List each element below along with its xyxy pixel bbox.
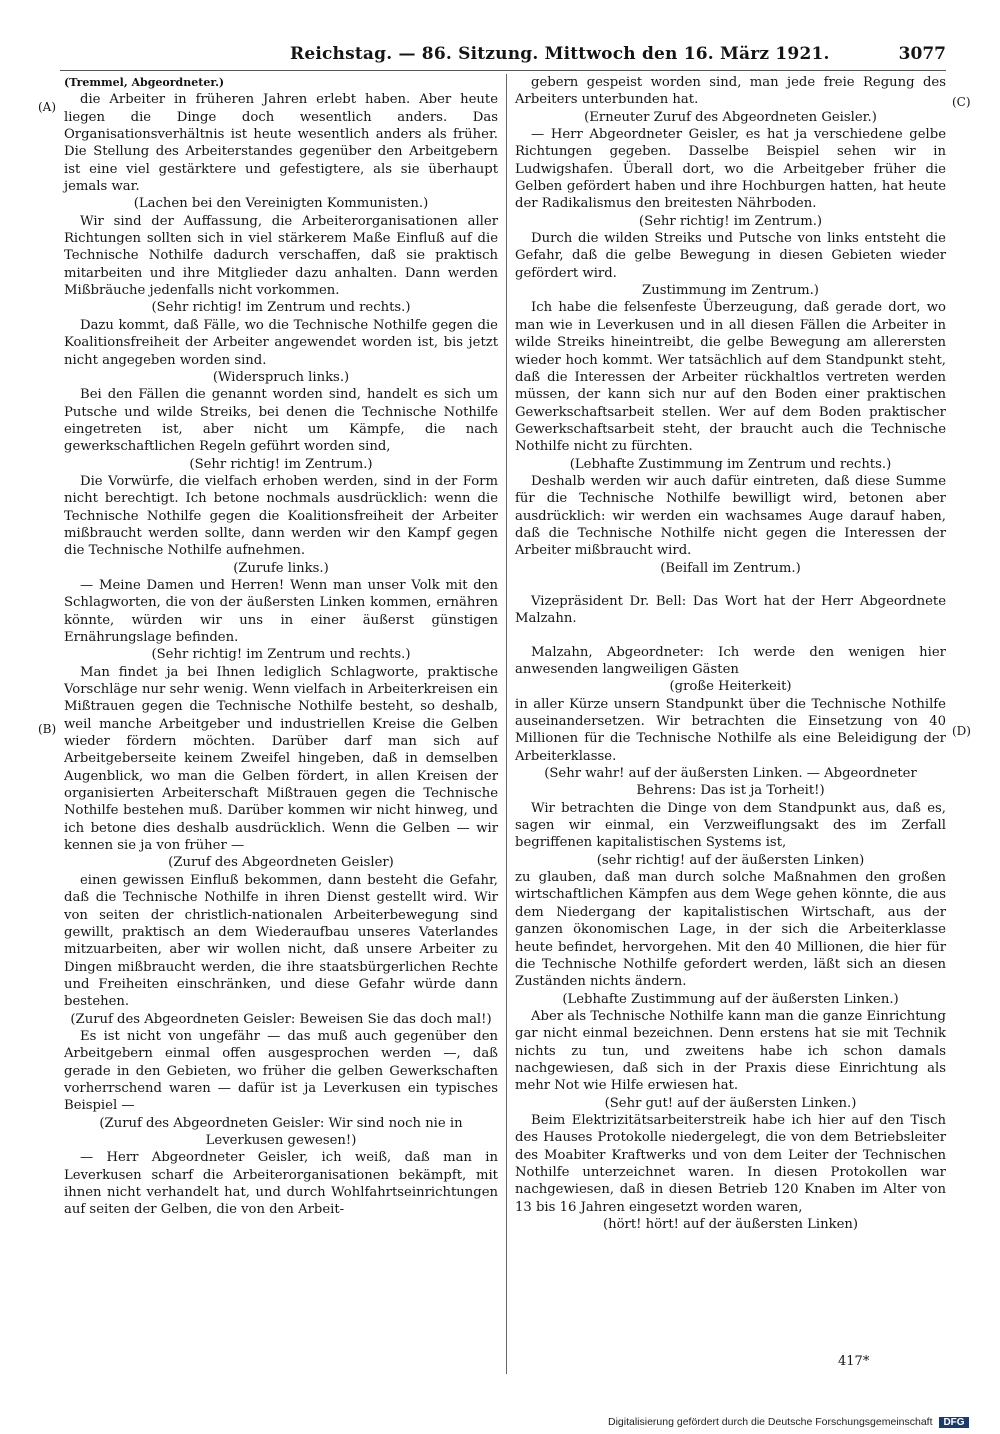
interjection: (Sehr richtig! im Zentrum und rechts.) [151,300,411,316]
paragraph: in aller Kürze unsern Standpunkt über die Technische Nothilfe auseinandersetzen. Wir betrachten die Einsetzung von 40 Millionen für die Technische Nothilfe als eine Beleidigung der Arbeiterklasse. [515,696,946,764]
paragraph: Bei den Fällen die genannt worden sind, handelt es sich um Putsche und wilde Streiks, bei denen die Technische Nothilfe eingetreten ist, aber nicht um Kämpfe, die nach gewerkschaftlichen Regeln geführt worden sind, [64,387,498,455]
speaker-paragraph: Malzahn, Abgeordneter: Ich werde den wenigen hier anwesenden langweiligen Gästen [515,644,946,677]
margin-mark-b: (B) [38,722,57,736]
footer-text: Digitalisierung gefördert durch die Deutsche Forschungsgemeinschaft [608,1416,933,1428]
paragraph: Aber als Technische Nothilfe kann man die ganze Einrichtung gar nicht einmal bezeichnen. Denn erstens hat sie mit Technik nichts zu tun, und zweitens habe ich schon damals nachgewiesen, daß sich in der Praxis diese Einrichtung als mehr Not wie Hilfe erwiesen hat. [515,1008,946,1094]
paragraph: einen gewissen Einfluß bekommen, dann besteht die Gefahr, daß die Technische Nothilfe in ihren Dienst gestellt wird. Wir von seiten der christlich-nationalen Arbeiterbewegung sind gewillt, praktisch an dem Wiederaufbau unseres Vaterlandes mitzuarbeiten, aber wir wollen nicht, daß unsere Arbeiter zu Dingen mißbraucht werden, die ihre staatsbürgerlichen Rechte und Freiheiten einschränken, und diese Gefahr würde dann bestehen. [64,872,498,1010]
interjection: (Lachen bei den Vereinigten Kommunisten.) [133,196,429,212]
paragraph: Ich habe die felsenfeste Überzeugung, daß gerade dort, wo man wie in Leverkusen und in all diesen Fällen die Arbeiter in wilde Streiks hineintreibt, die gelbe Bewegung am allerersten wieder hoch kommt. Wer tatsächlich auf dem Standpunkt steht, daß die Interessen der Arbeiter rückhaltlos vertreten werden müssen, der kann sich nur auf den Boden einer praktischen Gewerkschaftsarbeit stellen. Wer auf dem Boden praktischer Gewerkschaftsarbeit steht, der braucht auch die Technische Nothilfe nicht zu fürchten. [515,300,946,455]
signature-mark: 417* [838,1354,870,1369]
interjection: (Lebhafte Zustimmung auf der äußersten Linken.) [562,991,899,1007]
paragraph: Beim Elektrizitätsarbeiterstreik habe ich hier auf den Tisch des Hauses Protokolle niedergelegt, die von dem Betriebsleiter des Moabiter Kraftwerks und von dem Leiter der Technischen Nothilfe unterzeichnet waren. In diesen Protokollen war nachgewiesen, daß in diesen Betrieb 120 Knaben im Alter von 13 bis 16 Jahren eingesetzt worden waren, [515,1112,946,1215]
speaker-paragraph: Vizepräsident Dr. Bell: Das Wort hat der Herr Abgeordnete Malzahn. [515,593,946,627]
interjection: (Sehr gut! auf der äußersten Linken.) [604,1095,857,1111]
margin-mark-c: (C) [952,95,971,109]
paragraph: gebern gespeist worden sind, man jede freie Regung des Arbeiters unterbunden hat. [515,75,946,108]
interjection: (Zuruf des Abgeordneten Geisler) [168,855,394,871]
speaker-tag: (Tremmel, Abgeordneter.) [64,76,225,89]
paragraph: zu glauben, daß man durch solche Maßnahmen den großen wirtschaftlichen Kämpfen aus dem Wege gehen könnte, die aus dem Niedergang der kapitalistischen Wirtschaft, aus der ganzen ökonomischen Lage, in der sich die Arbeiterklasse heute befindet, hervorgehen. Mit den 40 Millionen, die hier für die Technische Nothilfe gefordert werden, läßt sich an diesen Zuständen nichts ändern. [515,870,946,990]
interjection: Zustimmung im Zentrum.) [642,283,819,299]
interjection: (Sehr richtig! im Zentrum.) [638,213,823,229]
paragraph: Dazu kommt, daß Fälle, wo die Technische Nothilfe gegen die Koalitionsfreiheit der Arbeiter angewendet worden ist, bis jetzt nicht angegeben worden sind. [64,317,498,368]
interjection: (Sehr richtig! im Zentrum.) [189,456,373,472]
interjection: (große Heiterkeit) [669,679,792,695]
interjection: (hört! hört! auf der äußersten Linken) [602,1217,859,1232]
paragraph: — Meine Damen und Herren! Wenn man unser Volk mit den Schlagworten, die von der äußersten Linken kommen, ernähren könnte, würden wir uns in einer äußerst günstigen Ernährungslage befinden. [64,577,498,645]
paragraph: Man findet ja bei Ihnen lediglich Schlagworte, praktische Vorschläge nur sehr wenig. Wenn vielfach in Arbeiterkreisen ein Mißtrauen gegen die Technische Nothilfe besteht, so deshalb, weil manche Arbeitgeber und industriellen Kreise die Gelben wieder fördern möchten. Darüber darf man sich auf Arbeitgeberseite keinem Zweifel hingeben, daß in demselben Augenblick, wo man die Gelben fördert, in allen Kreisen der organisierten Arbeiterschaft Mißtrauen gegen die Technische Nothilfe bestehen muß. Darüber kommen wir nicht hinweg, und ich betone dies deshalb ausdrücklich. Wenn die Gelben — wir kennen sie ja von früher — [64,664,498,854]
interjection: (Erneuter Zuruf des Abgeordneten Geisler.) [584,109,877,125]
interjection: (Zuruf des Abgeordneten Geisler: Beweisen Sie das doch mal!) [70,1011,492,1027]
interjection: (Beifall im Zentrum.) [660,560,801,576]
interjection: (sehr richtig! auf der äußersten Linken) [596,852,865,868]
column-divider [506,74,507,1374]
paragraph: — Herr Abgeordneter Geisler, es hat ja verschiedene gelbe Richtungen gegeben. Dasselbe Beispiel sehen wir in Ludwigshafen. Überall dort, wo die Arbeitgeber früher die Gelben gefördert haben und ihre Hochburgen hatten, hat heute der Radikalismus den breitesten Nährboden. [515,127,946,212]
paragraph: Wir sind der Auffassung, die Arbeiterorganisationen aller Richtungen sollten sich in viel stärkerem Maße Einfluß auf die Technische Nothilfe dadurch verschaffen, daß sie praktisch mitarbeiten und ihre Mitglieder dazu anhalten. Dann werden Mißbräuche jedenfalls nicht vorkommen. [64,213,498,299]
paragraph: Die Vorwürfe, die vielfach erhoben werden, sind in der Form nicht berechtigt. Ich betone nochmals ausdrücklich: wenn die Technische Nothilfe gegen die Koalitionsfreiheit der Arbeiter mißbraucht werden sollte, dann werden wir den Kampf gegen die Technische Nothilfe aufnehmen. [64,473,498,559]
paragraph: Wir betrachten die Dinge von dem Standpunkt aus, daß es, sagen wir einmal, ein Verzweiflungsakt des im Zerfall begriffenen kapitalistischen Systems ist, [515,800,946,851]
right-column [515,74,946,1233]
paragraph: die Arbeiter in früheren Jahren erlebt haben. Aber heute liegen die Dinge doch wesentlich anders. Das Organisationsverhältnis ist heute wesentlich anders als früher. Die Stellung des Arbeiterstandes gegenüber den Arbeitgebern ist eine viel gestärktere und gefestigtere, als sie überhaupt jemals war. [64,92,498,195]
margin-mark-a: (A) [38,100,57,114]
page-header [60,44,946,71]
left-column [64,74,498,1219]
paragraph: Es ist nicht von ungefähr — das muß auch gegenüber den Arbeitgebern einmal offen ausgesprochen werden —, daß gerade in den Gebieten, wo früher die gelben Gewerkschaften vorherrschend waren — dafür ist ja Leverkusen ein typisches Beispiel — [64,1028,498,1114]
dfg-logo: DFG [939,1417,968,1428]
interjection: (Lebhafte Zustimmung im Zentrum und rechts.) [569,456,892,472]
interjection: (Sehr wahr! auf der äußersten Linken. — Abgeordneter Behrens: Das ist ja Torheit!) [544,766,917,799]
paragraph: — Herr Abgeordneter Geisler, ich weiß, daß man in Leverkusen scharf die Arbeiterorganisationen bekämpft, mit ihnen nicht verhandelt hat, und durch Wohlfahrtseinrichtungen auf seiten der Gelben, die von den Arbeit- [64,1150,498,1218]
header-title: Reichstag. — 86. Sitzung. Mittwoch den 16. März 1921. [290,44,830,64]
interjection: (Sehr richtig! im Zentrum und rechts.) [151,647,411,663]
interjection: (Zurufe links.) [233,560,329,576]
margin-mark-d: (D) [952,724,971,738]
paragraph: Durch die wilden Streiks und Putsche von links entsteht die Gefahr, daß die gelbe Bewegung in diesen Gebieten wieder gefördert wird. [515,231,946,281]
interjection: (Zuruf des Abgeordneten Geisler: Wir sind noch nie in Leverkusen gewesen!) [99,1115,463,1148]
page-number: 3077 [898,44,946,64]
interjection: (Widerspruch links.) [212,369,350,385]
footer [608,1416,969,1428]
paragraph: Deshalb werden wir auch dafür eintreten, daß diese Summe für die Technische Nothilfe bewilligt wird, betonen aber ausdrücklich: wir werden ein wachsames Auge darauf haben, daß die Technische Nothilfe nicht gegen die Interessen der Arbeiter mißbraucht wird. [515,473,946,559]
